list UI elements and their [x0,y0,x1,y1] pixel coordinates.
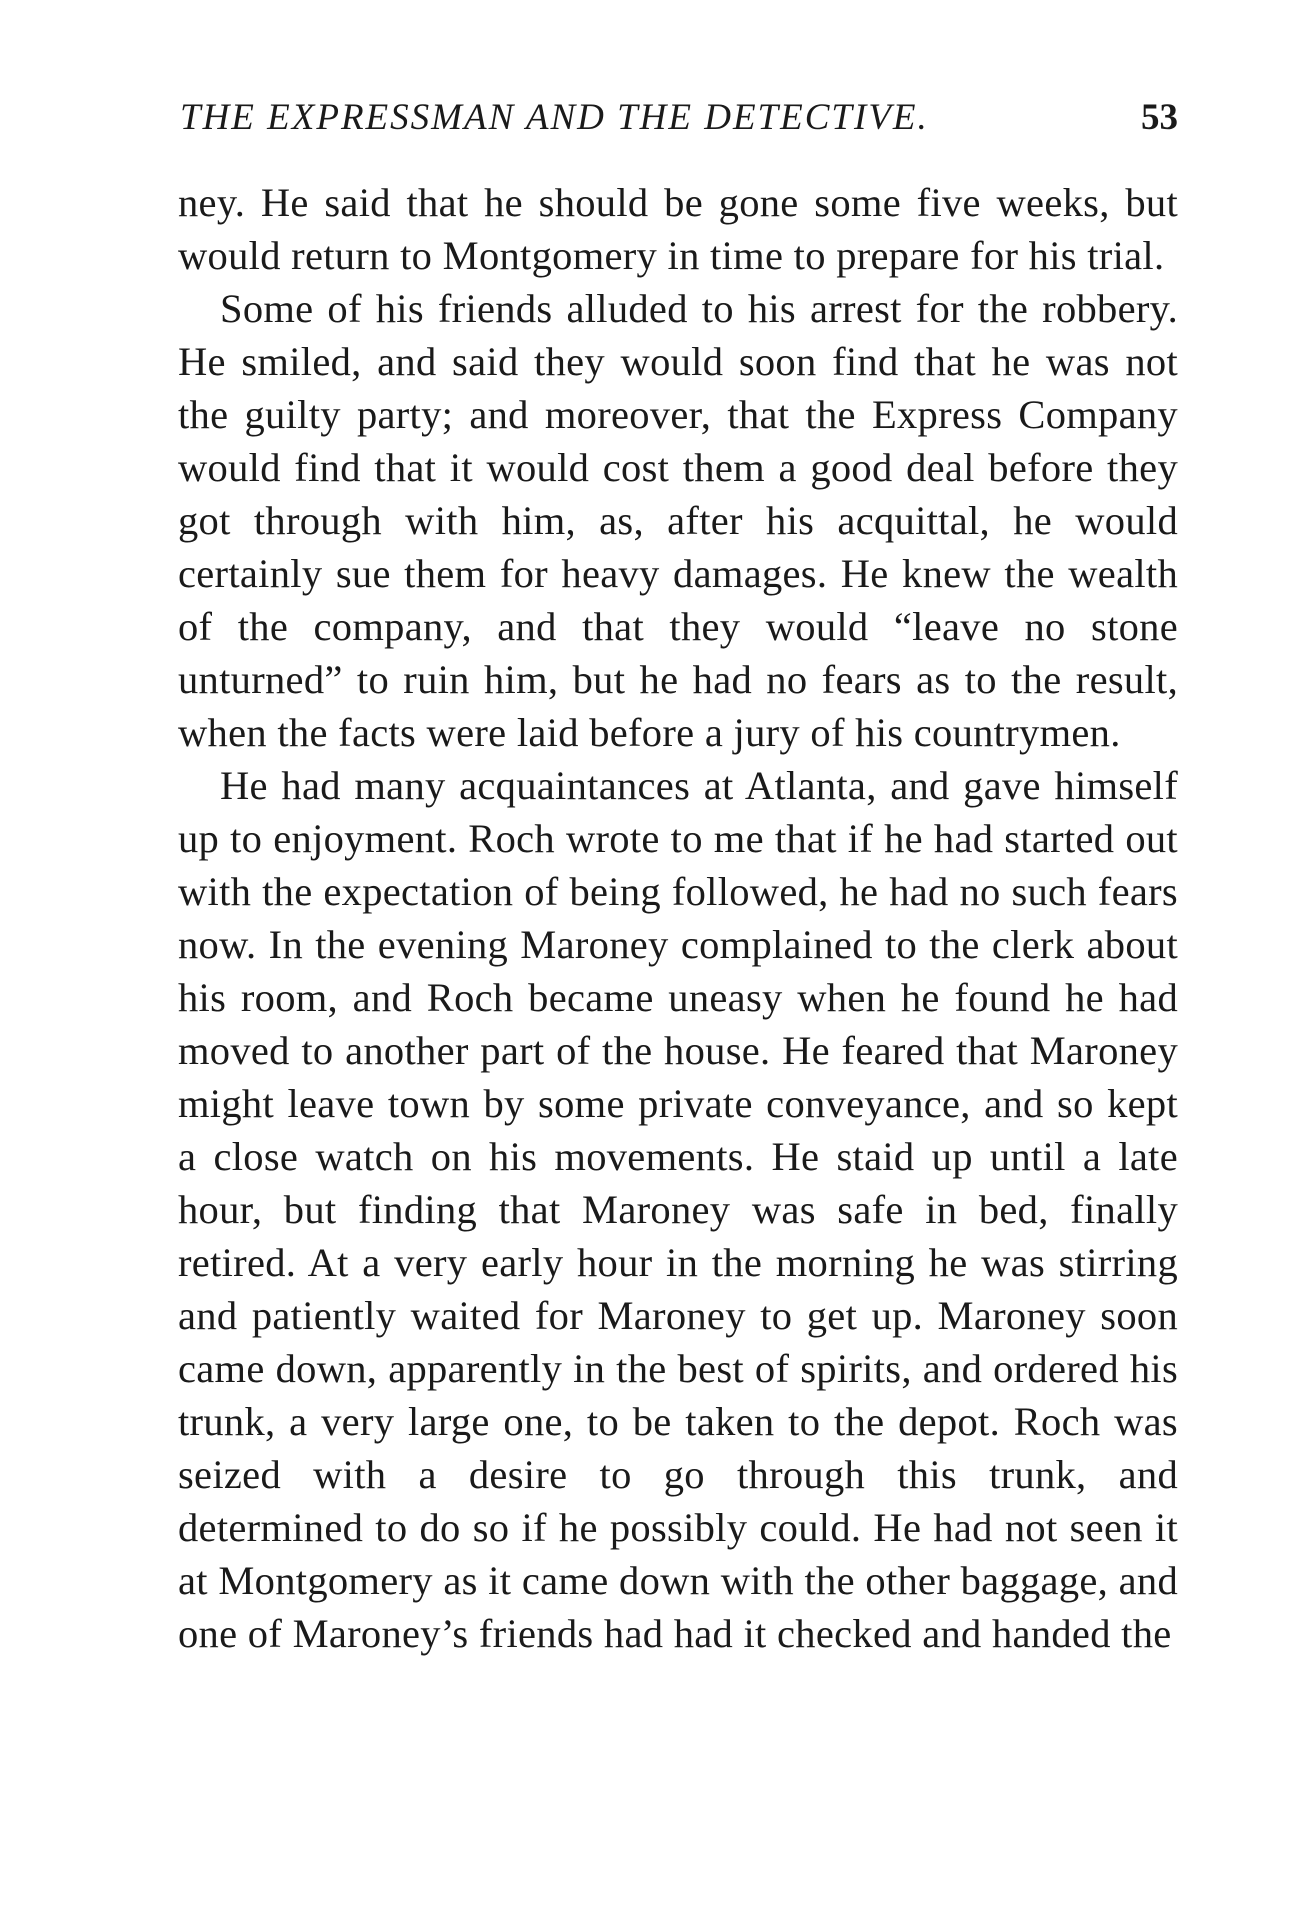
running-title: THE EXPRESSMAN AND THE DETECTIVE. [180,97,929,138]
paragraph: Some of his friends alluded to his arrest for the robbery. He smiled, and said they would soon find that he was not the guilty party; and moreover, that the Express Company would find that it would cost them a good deal before they got through with him, as, after his acquittal, he would certainly sue them for heavy damages. He knew the wealth of the company, and that they would “leave no stone unturned” to ruin him, but he had no fears as to the result, when the facts were laid before a jury of his countrymen. [178,286,1178,755]
page-number: 53 [1141,97,1178,138]
body-text [178,176,1178,1660]
paragraph: ney. He said that he should be gone some five weeks, but would return to Montgomery in time to prepare for his trial. [178,180,1178,278]
paragraph: He had many acquaintances at Atlanta, and gave himself up to enjoyment. Roch wrote to me that if he had started out with the expectation of being followed, he had no such fears now. In the evening Maroney complained to the clerk about his room, and Roch became uneasy when he found he had moved to another part of the house. He feared that Maroney might leave town by some private conveyance, and so kept a close watch on his movements. He staid up until a late hour, but finding that Maroney was safe in bed, finally retired. At a very early hour in the morning he was stirring and patiently waited for Maroney to get up. Maroney soon came down, apparently in the best of spirits, and ordered his trunk, a very large one, to be taken to the depot. Roch was seized with a desire to go through this trunk, and determined to do so if he possibly could. He had not seen it at Montgomery as it came down with the other baggage, and one of Maroney’s friends had had it checked and handed the [178,763,1178,1656]
running-head [180,96,1178,139]
